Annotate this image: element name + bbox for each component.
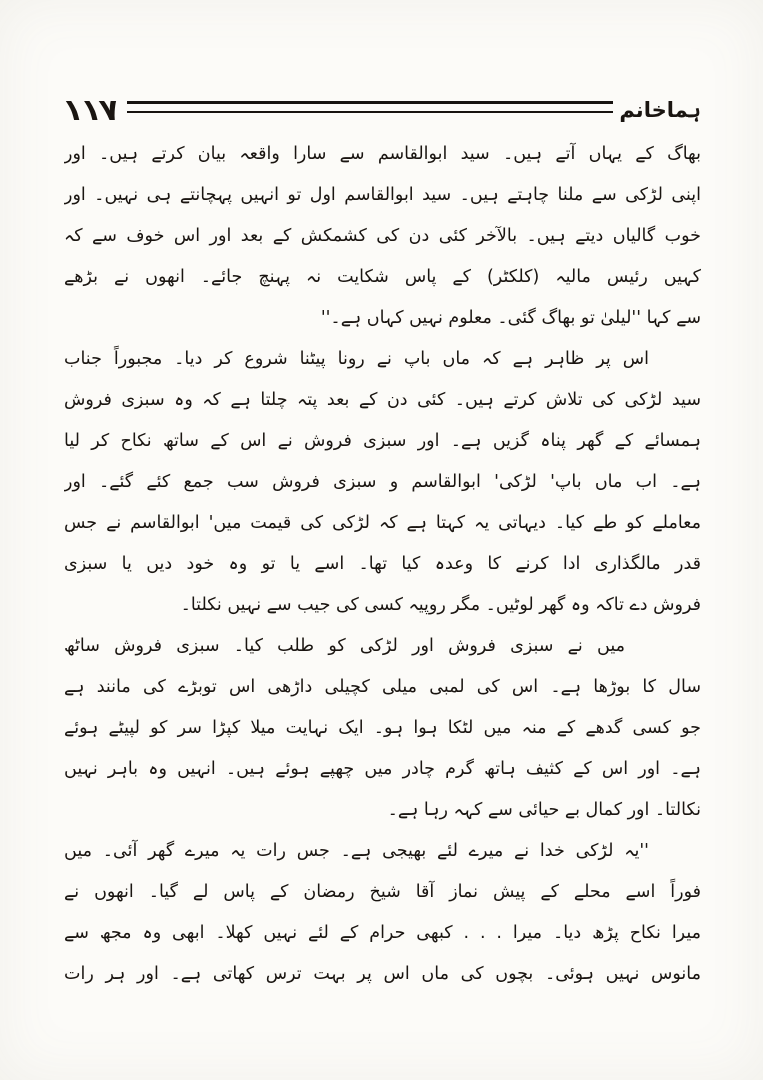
header-double-rule (127, 101, 613, 113)
text-line: بھاگ کے یہاں آتے ہیں۔ سید ابوالقاسم سے سارا واقعہ بیان کرتے ہیں۔ اور (64, 144, 701, 164)
text-line: ''یہ لڑکی خدا نے میرے لئے بھیجی ہے۔ جس رات یہ میرے گھر آئی۔ میں (64, 841, 649, 861)
body-text (64, 134, 701, 995)
running-header (59, 88, 701, 132)
text-line: ہے۔ اور اس کے کثیف ہاتھ گرم چادر میں چھپے ہوئے ہیں۔ انہیں وہ باہر نہیں (64, 759, 701, 779)
text-line: میرا نکاح پڑھ دیا۔ میرا . . . کبھی حرام کے لئے نہیں کھلا۔ ابھی وہ مجھ سے (64, 923, 701, 943)
page-number: ۱۱۷ (59, 92, 124, 128)
text-line: معاملے کو طے کیا۔ دیہاتی یہ کہتا ہے کہ لڑکی کی قیمت میں' ابوالقاسم نے جس (64, 513, 701, 533)
text-line: سے کہا ''لیلیٰ تو بھاگ گئی۔ معلوم نہیں کہاں ہے۔'' (320, 308, 701, 328)
page-content (59, 88, 701, 995)
text-line: جو کسی گدھے کے منہ میں لٹکا ہوا ہو۔ ایک نہایت میلا کپڑا سر کو لپیٹے ہوئے (64, 718, 701, 738)
text-line: اس پر ظاہر ہے کہ ماں باپ نے رونا پیٹنا شروع کر دیا۔ مجبوراً جناب (64, 349, 649, 369)
text-line: ہمسائے کے گھر پناہ گزیں ہے۔ اور سبزی فروش نے اس کے ساتھ نکاح کر لیا (64, 431, 701, 451)
text-line: سال کا بوڑھا ہے۔ اس کی لمبی میلی کچیلی داڑھی اس توبڑے کی مانند ہے (64, 677, 701, 697)
text-line: اپنی لڑکی سے ملنا چاہتے ہیں۔ سید ابوالقاسم اول تو انہیں پہچانتے ہی نہیں۔ اور (64, 185, 701, 205)
text-line: قدر مالگذاری ادا کرنے کا وعدہ کیا تھا۔ اسے یا تو وہ خود دیں یا سبزی (64, 554, 701, 574)
text-line: فروش دے تاکہ وہ گھر لوٹیں۔ مگر روپیہ کسی کی جیب سے نہیں نکلتا۔ (180, 595, 701, 615)
book-title: ہماخانم (619, 98, 701, 122)
text-line: خوب گالیاں دیتے ہیں۔ بالآخر کئی دن کی کشمکش کے بعد اور اس خوف سے کہ (64, 226, 701, 246)
text-line: کہیں رئیس مالیہ (کلکٹر) کے پاس شکایت نہ پہنچ جائے۔ انھوں نے بڑھے (64, 267, 701, 287)
text-line: نکالتا۔ اور کمال بے حیائی سے کہہ رہا ہے۔ (387, 800, 701, 820)
text-line: فوراً اسے محلے کے پیش نماز آقا شیخ رمضان کے پاس لے گیا۔ انھوں نے (64, 882, 701, 902)
text-line: ہے۔ اب ماں باپ' لڑکی' ابوالقاسم و سبزی فروش سب جمع کئے گئے۔ اور (64, 472, 701, 492)
text-line: مانوس نہیں ہوئی۔ بچوں کی ماں اس پر بہت ترس کھاتی ہے۔ اور ہر رات (64, 964, 701, 984)
text-line: میں نے سبزی فروش اور لڑکی کو طلب کیا۔ سبزی فروش ساٹھ (64, 636, 625, 656)
text-line: سید لڑکی کی تلاش کرتے ہیں۔ کئی دن کے بعد پتہ چلتا ہے کہ وہ سبزی فروش (64, 390, 701, 410)
